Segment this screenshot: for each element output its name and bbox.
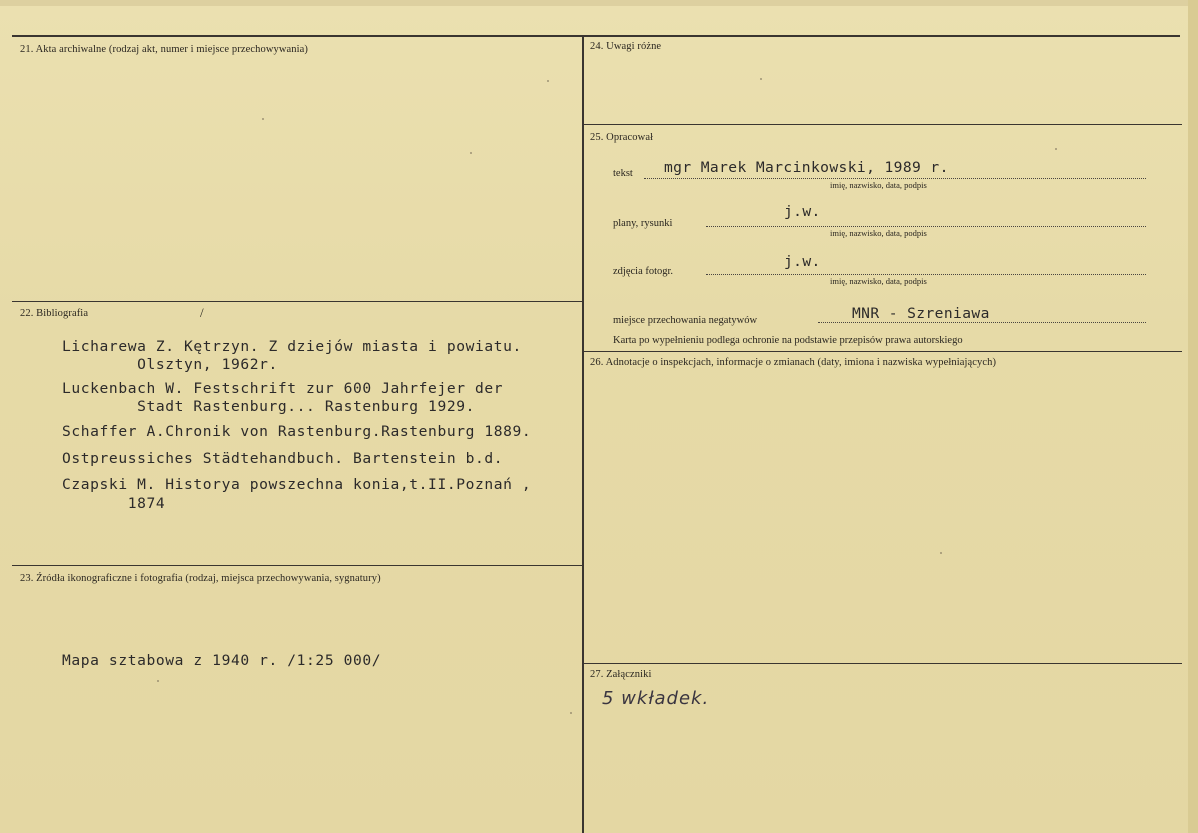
section-21-bottom-rule [12, 301, 582, 302]
section-24-label: 24. Uwagi różne [590, 41, 662, 52]
zdjecia-dotline [706, 274, 1146, 275]
paper-speck [157, 680, 159, 682]
paper-speck [940, 552, 942, 554]
section-23-value: Mapa sztabowa z 1940 r. /1:25 000/ [62, 652, 382, 669]
miejsce-label: miejsce przechowania negatywów [613, 315, 758, 326]
plany-label: plany, rysunki [613, 218, 673, 229]
bibliography-entry-1: Licharewa Z. Kętrzyn. Z dziejów miasta i powiatu. Olsztyn, 1962r. [62, 338, 522, 373]
section-22-mark: / [200, 305, 204, 320]
section-22-label: 22. Bibliografia [20, 308, 89, 319]
top-rule [12, 35, 1180, 37]
miejsce-dotline [818, 322, 1146, 323]
bibliography-entry-3: Schaffer A.Chronik von Rastenburg.Rastenburg 1889. [62, 423, 532, 440]
zdjecia-label: zdjęcia fotogr. [613, 266, 674, 277]
miejsce-value: MNR - Szreniawa [852, 305, 990, 322]
paper-speck [760, 78, 762, 80]
section-22-bottom-rule [12, 565, 582, 566]
section-27-label: 27. Załączniki [590, 669, 652, 680]
copyright-note: Karta po wypełnieniu podlega ochronie na podstawie przepisów prawa autorskiego [613, 335, 963, 346]
section-21-label: 21. Akta archiwalne (rodzaj akt, numer i miejsce przechowywania) [20, 44, 309, 55]
tekst-label: tekst [613, 168, 633, 179]
zdjecia-caption: imię, nazwisko, data, podpis [830, 276, 927, 286]
paper-speck [547, 80, 549, 82]
section-26-label: 26. Adnotacje o inspekcjach, informacje o zmianach (daty, imiona i nazwiska wypełniających) [590, 357, 997, 368]
bibliography-entry-2: Luckenbach W. Festschrift zur 600 Jahrfejer der Stadt Rastenburg... Rastenburg 1929. [62, 380, 504, 415]
card-right-edge [1188, 0, 1198, 833]
plany-value: j.w. [784, 203, 821, 220]
section-27-handwritten-value: 5 wkładek. [602, 688, 710, 709]
paper-speck [570, 712, 572, 714]
tekst-caption: imię, nazwisko, data, podpis [830, 180, 927, 190]
center-divider [582, 35, 584, 833]
tekst-value: mgr Marek Marcinkowski, 1989 r. [664, 159, 949, 176]
section-26-bottom-rule [582, 663, 1182, 664]
tekst-dotline [644, 178, 1146, 179]
bibliography-entry-5: Czapski M. Historya powszechna konia,t.II.Poznań , 1874 [62, 476, 532, 512]
plany-caption: imię, nazwisko, data, podpis [830, 228, 927, 238]
plany-dotline [706, 226, 1146, 227]
paper-speck [262, 118, 264, 120]
card-top-edge [0, 0, 1198, 6]
section-25-bottom-rule [582, 351, 1182, 352]
zdjecia-value: j.w. [784, 253, 821, 270]
section-25-label: 25. Opracował [590, 132, 654, 143]
section-24-bottom-rule [582, 124, 1182, 125]
paper-speck [1055, 148, 1057, 150]
section-23-label: 23. Źródła ikonograficzne i fotografia (rodzaj, miejsca przechowywania, sygnatury) [20, 573, 381, 584]
paper-speck [470, 152, 472, 154]
bibliography-entry-4: Ostpreussiches Städtehandbuch. Bartenstein b.d. [62, 450, 504, 467]
